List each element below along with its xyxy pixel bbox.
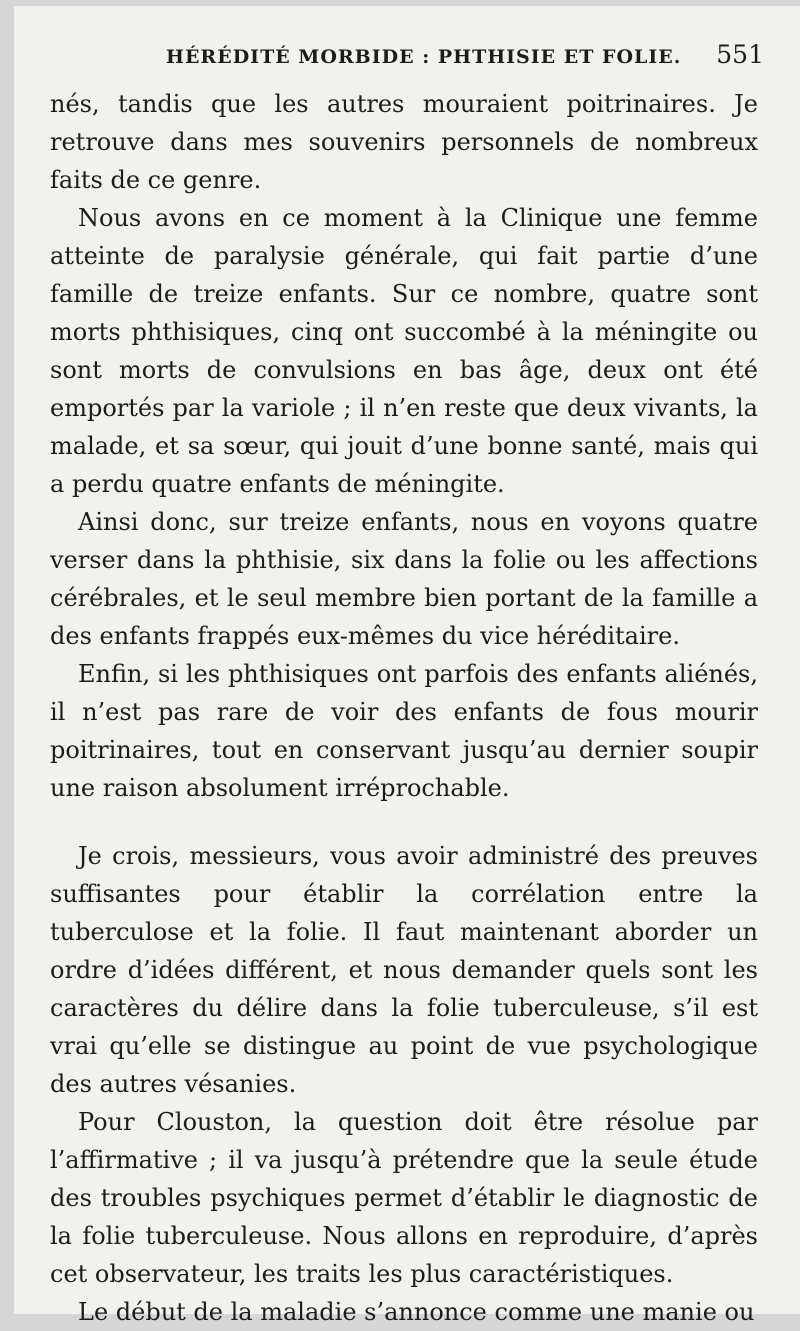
paragraph-enfin: Enfin, si les phthisiques ont parfois des enfants aliénés, il n’est pas rare de voir des enfants de fous mourir poitrinaires, tout en conservant jusqu’au dernier soupir une raison absolument irréprochable. — [50, 660, 758, 802]
body-text — [50, 85, 758, 1331]
running-title: HÉRÉDITÉ MORBIDE : PHTHISIE ET FOLIE. — [166, 46, 682, 68]
paragraph-continuation: nés, tandis que les autres mouraient poitrinaires. Je retrouve dans mes souvenirs personnels de nombreux faits de ce genre. — [50, 90, 758, 194]
paragraph-clouston: Pour Clouston, la question doit être résolue par l’affirmative ; il va jusqu’à prétendre que la seule étude des troubles psychiques permet d’établir le diagnostic de la folie tuberculeuse. Nous allons en reproduire, d’après cet observateur, les traits les plus caractéristiques. — [50, 1108, 758, 1288]
paragraph-le-debut: Le début de la maladie s’annonce comme une manie ou — [78, 1298, 755, 1326]
page-header — [14, 40, 800, 82]
page-number: 551 — [716, 40, 764, 69]
paragraph-clinique-case: Nous avons en ce moment à la Clinique une femme atteinte de paralysie générale, qui fait partie d’une famille de treize enfants. Sur ce nombre, quatre sont morts phthisiques, cinq ont succombé à la méningite ou sont morts de convulsions en bas âge, deux ont été emportés par la variole ; il n’en reste que deux vivants, la malade, et sa sœur, qui jouit d’une bonne santé, mais qui a perdu quatre enfants de méningite. — [50, 204, 758, 498]
book-page — [14, 6, 800, 1326]
paragraph-je-crois: Je crois, messieurs, vous avoir administré des preuves suffisantes pour établir la corrélation entre la tuberculose et la folie. Il faut maintenant aborder un ordre d’idées différent, et nous demander quels sont les caractères du délire dans la folie tuberculeuse, s’il est vrai qu’elle se distingue au point de vue psychologique des autres vésanies. — [50, 842, 758, 1098]
paragraph-ainsi-donc: Ainsi donc, sur treize enfants, nous en voyons quatre verser dans la phthisie, six dans la folie ou les affections cérébrales, et le seul membre bien portant de la famille a des enfants frappés eux-mêmes du vice héréditaire. — [50, 508, 758, 650]
